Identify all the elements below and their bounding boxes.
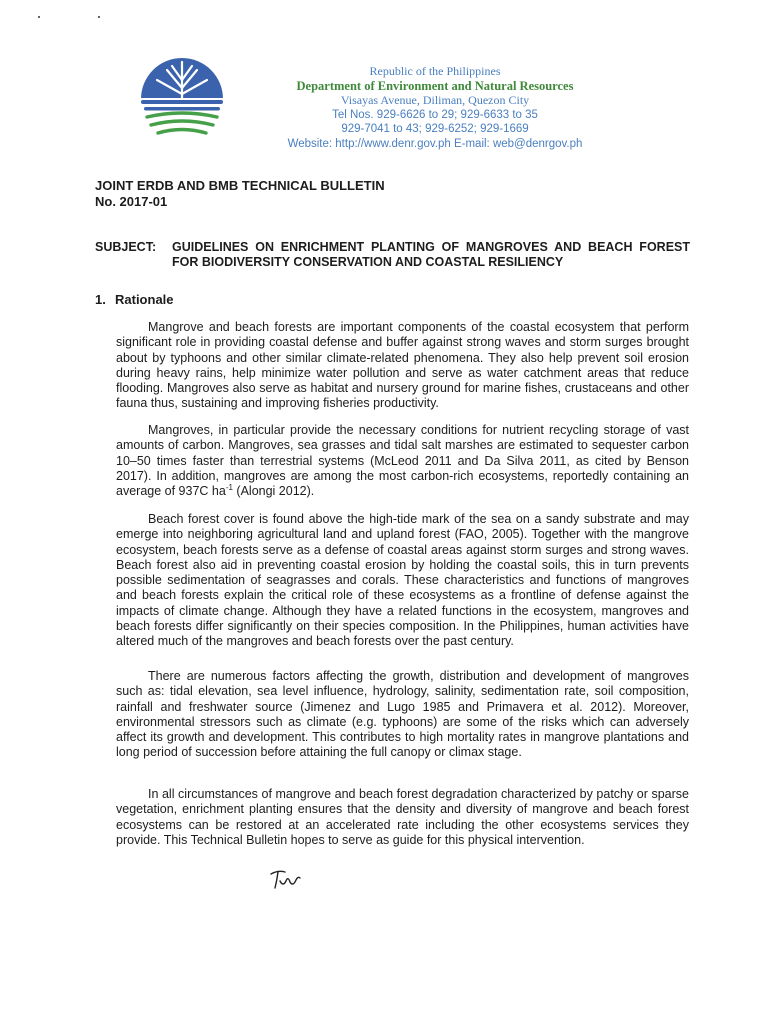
letterhead-republic: Republic of the Philippines <box>369 64 501 78</box>
letterhead-website: Website: http://www.denr.gov.ph E-mail: web@denrgov.ph <box>287 137 583 150</box>
paragraph-1: Mangrove and beach forests are important components of the coastal ecosystem that perform significant role in providing coastal defense and buffer against strong waves and storm surges brought about by typhoons and other similar climate-related phenomena. They also help prevent soil erosion during heavy rains, help minimize water pollution and serve as water catchment areas that reduce flooding. Mangroves also serve as habitat and nursery ground for marine fishes, crustaceans and other fauna thus, sustaining and improving fisheries productivity. <box>116 320 689 411</box>
scan-speck <box>98 16 100 18</box>
letterhead-department: Department of Environment and Natural Resources <box>296 78 574 93</box>
paragraph-2 <box>116 423 689 499</box>
denr-logo <box>139 58 225 142</box>
letterhead <box>250 64 620 151</box>
letterhead-tel-line-2: 929-7041 to 43; 929-6252; 929-1669 <box>341 123 529 135</box>
paragraph-4: There are numerous factors affecting the growth, distribution and development of mangroves such as: tidal elevation, sea level influence, hydrology, salinity, sedimentation rate, soil composition, rainfall and freshwater source (Jimenez and Lugo 1985 and Primavera et al. 2012). Moreover, environmental stressors such as climate (e.g. typhoons) are some of the risks which can adversely affect its growth and development. This contributes to high mortality rates in mangrove plantations and long period of succession before attaining the full canopy or climax stage. <box>116 669 689 760</box>
letterhead-tel-line-1: Tel Nos. 929-6626 to 29; 929-6633 to 35 <box>332 108 538 121</box>
subject-label: SUBJECT: <box>95 240 157 254</box>
handwritten-initials <box>268 866 304 892</box>
scan-speck <box>38 16 40 18</box>
section-heading <box>95 292 174 307</box>
paragraph-2-superscript: -1 <box>225 483 233 493</box>
bulletin-number: No. 2017-01 <box>95 194 168 209</box>
paragraph-2-text: Mangroves, in particular provide the necessary conditions for nutrient recycling storage of vast amounts of carbon. Mangroves, sea grasses and tidal salt marshes are estimated to sequester carbon 10–50 times faster than terrestrial systems (McLeod 2011 and Da Silva 2011, as cited by Benson 2017). In addition, mangroves are among the most carbon-rich ecosystems, reportedly containing an average of 937C ha <box>116 423 689 499</box>
letterhead-address: Visayas Avenue, Diliman, Quezon City <box>340 93 530 107</box>
subject-text: GUIDELINES ON ENRICHMENT PLANTING OF MANGROVES AND BEACH FOREST FOR BIODIVERSITY CONSERVATION AND COASTAL RESILIENCY <box>172 240 690 269</box>
bulletin-header <box>95 178 385 210</box>
bulletin-title: JOINT ERDB AND BMB TECHNICAL BULLETIN <box>95 178 385 193</box>
section-title: Rationale <box>115 292 174 307</box>
paragraph-5: In all circumstances of mangrove and beach forest degradation characterized by patchy or sparse vegetation, enrichment planting ensures that the density and diversity of mangrove and beach forest ecosystems can be restored at an accelerated rate including the other ecosystems services they provide. This Technical Bulletin hopes to serve as guide for this physical intervention. <box>116 787 689 847</box>
subject-block <box>95 240 690 270</box>
paragraph-2-citation: (Alongi 2012). <box>232 484 315 499</box>
scan-specks <box>38 16 108 24</box>
section-number: 1. <box>95 292 106 307</box>
paragraph-3: Beach forest cover is found above the high-tide mark of the sea on a sandy substrate and may emerge into neighboring agricultural land and upland forest (FAO, 2005). Together with the mangrove ecosystem, beach forests serve as a defense of coastal areas against storm surges and strong waves. Beach forest also aid in preventing coastal erosion by holding the coastal soils, this in turn prevents possible sedimentation of seagrasses and corals. These characteristics and functions of mangroves and beach forests explain the critical role of these ecosystems as a frontline of defense against the impacts of climate change. Although they have a related functions in the ecosystem, mangroves and beach forests differ significantly on their species composition. In the Philippines, human activities have altered much of the mangroves and beach forests over the past century. <box>116 512 689 649</box>
